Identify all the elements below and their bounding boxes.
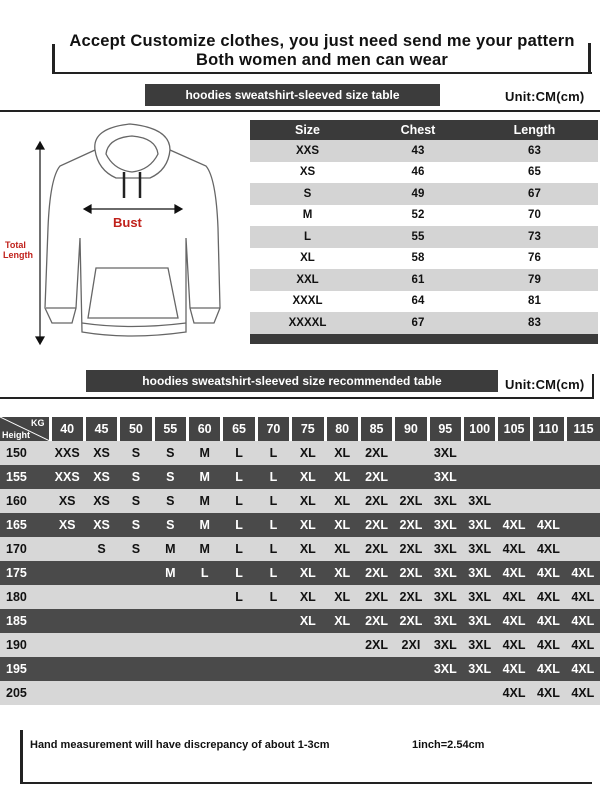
height-cell: 175 xyxy=(0,561,50,585)
chest-cell: 46 xyxy=(365,162,471,184)
recommended-size-cell: L xyxy=(256,537,290,561)
height-row xyxy=(0,561,600,585)
recommended-size-cell: XS xyxy=(84,441,118,465)
recommended-size-cell: 4XL xyxy=(566,657,600,681)
recommended-size-cell: XL xyxy=(291,585,325,609)
recommended-size-cell: 4XL xyxy=(566,633,600,657)
height-label: Height xyxy=(2,430,30,440)
recommended-size-cell xyxy=(50,657,84,681)
recommended-size-cell xyxy=(119,681,153,705)
recommended-size-cell: L xyxy=(256,561,290,585)
height-row xyxy=(0,537,600,561)
size-row xyxy=(250,183,598,205)
recommended-size-cell: 3XL xyxy=(428,513,462,537)
recommended-size-cell: 4XL xyxy=(531,561,565,585)
recommended-size-cell xyxy=(531,441,565,465)
recommended-size-cell: 3XL xyxy=(428,633,462,657)
footer-bar-cell xyxy=(365,334,471,344)
size-table xyxy=(250,120,598,344)
footer-bar-cell xyxy=(471,334,598,344)
recommended-size-cell: XL xyxy=(325,585,359,609)
recommended-size-cell xyxy=(463,681,497,705)
recommended-size-cell: 3XL xyxy=(428,585,462,609)
recommended-size-cell xyxy=(50,633,84,657)
recommended-size-cell: 2XL xyxy=(359,489,393,513)
height-row xyxy=(0,633,600,657)
size-table-header-row xyxy=(250,120,598,140)
chest-cell: 55 xyxy=(365,226,471,248)
recommended-size-cell xyxy=(50,537,84,561)
recommended-size-cell xyxy=(463,441,497,465)
recommended-size-cell: 3XL xyxy=(463,585,497,609)
recommended-size-cell: L xyxy=(256,489,290,513)
kg-label: KG xyxy=(31,418,45,428)
recommended-size-cell: XL xyxy=(325,441,359,465)
recommended-size-cell: XL xyxy=(325,513,359,537)
recommended-size-cell xyxy=(222,681,256,705)
recommended-size-cell xyxy=(188,681,222,705)
size-row xyxy=(250,226,598,248)
recommended-size-cell xyxy=(84,681,118,705)
recommended-size-cell xyxy=(119,657,153,681)
recommended-size-cell: XL xyxy=(291,561,325,585)
chest-cell: 64 xyxy=(365,291,471,313)
recommended-size-cell xyxy=(394,441,428,465)
weight-header-cell: 80 xyxy=(325,417,359,441)
recommended-size-cell xyxy=(153,681,187,705)
recommended-size-cell: 2XL xyxy=(359,441,393,465)
recommended-size-cell xyxy=(325,657,359,681)
recommended-size-cell: XXS xyxy=(50,441,84,465)
recommended-size-cell: S xyxy=(119,489,153,513)
recommended-size-cell: 3XL xyxy=(428,609,462,633)
recommended-size-cell: XL xyxy=(291,489,325,513)
recommended-size-cell xyxy=(84,561,118,585)
recommended-size-cell xyxy=(256,657,290,681)
length-cell: 83 xyxy=(471,312,598,334)
recommended-size-cell: 3XL xyxy=(428,537,462,561)
recommended-size-cell xyxy=(188,657,222,681)
recommended-size-cell xyxy=(291,681,325,705)
length-cell: 67 xyxy=(471,183,598,205)
height-cell: 170 xyxy=(0,537,50,561)
recommended-size-cell: 2XL xyxy=(359,585,393,609)
recommended-size-cell: 4XL xyxy=(497,561,531,585)
recommended-size-cell: XXS xyxy=(50,465,84,489)
recommended-size-cell xyxy=(84,609,118,633)
height-cell: 160 xyxy=(0,489,50,513)
total-length-arrow xyxy=(36,142,44,344)
recommended-size-cell: 2XL xyxy=(359,513,393,537)
recommended-size-cell xyxy=(325,681,359,705)
recommended-size-cell xyxy=(394,465,428,489)
recommended-size-cell: 4XL xyxy=(566,561,600,585)
recommended-size-cell: XL xyxy=(325,609,359,633)
length-cell: 79 xyxy=(471,269,598,291)
recommended-size-cell: 3XL xyxy=(463,609,497,633)
size-row xyxy=(250,140,598,162)
recommended-size-cell xyxy=(188,585,222,609)
recommended-size-cell: L xyxy=(256,441,290,465)
recommended-size-cell: 2XL xyxy=(394,585,428,609)
recommended-size-cell: L xyxy=(256,585,290,609)
recommended-size-cell: 4XL xyxy=(531,513,565,537)
recommended-size-cell: XL xyxy=(291,513,325,537)
footer-bracket-left xyxy=(20,730,23,784)
size-row xyxy=(250,162,598,184)
size-row xyxy=(250,205,598,227)
weight-header-cell: 95 xyxy=(428,417,462,441)
weight-header-cell: 40 xyxy=(50,417,84,441)
corner-diagonal xyxy=(0,417,50,441)
recommended-size-cell: 4XL xyxy=(497,633,531,657)
recommended-size-cell xyxy=(50,561,84,585)
recommended-size-cell xyxy=(566,537,600,561)
weight-header-cell: 70 xyxy=(256,417,290,441)
recommended-size-cell: S xyxy=(153,441,187,465)
total-length-label-1: Total xyxy=(5,240,26,250)
length-column-header: Length xyxy=(471,120,598,140)
recommended-size-cell: M xyxy=(188,537,222,561)
recommended-size-cell: XL xyxy=(291,465,325,489)
header-bracket-left xyxy=(52,44,55,74)
recommended-size-cell: 4XL xyxy=(531,633,565,657)
recommended-size-cell: 3XL xyxy=(463,537,497,561)
recommended-size-cell: 4XL xyxy=(497,609,531,633)
header-line-1: Accept Customize clothes, you just need send me your pattern xyxy=(69,32,575,50)
recommended-size-cell xyxy=(463,465,497,489)
recommended-size-cell xyxy=(50,681,84,705)
recommended-size-cell xyxy=(119,633,153,657)
footer-bar-cell xyxy=(250,334,365,344)
height-cell: 205 xyxy=(0,681,50,705)
recommended-size-cell: S xyxy=(119,465,153,489)
height-row xyxy=(0,513,600,537)
recommended-size-cell: M xyxy=(188,513,222,537)
recommended-size-cell: 4XL xyxy=(566,585,600,609)
height-cell: 165 xyxy=(0,513,50,537)
recommended-size-cell: 4XL xyxy=(531,657,565,681)
recommended-size-cell: S xyxy=(119,441,153,465)
recommended-size-cell: XL xyxy=(291,441,325,465)
recommended-size-cell: XL xyxy=(325,537,359,561)
height-cell: 195 xyxy=(0,657,50,681)
recommended-size-cell xyxy=(566,489,600,513)
weight-header-cell: 105 xyxy=(497,417,531,441)
recommended-size-cell xyxy=(566,465,600,489)
recommended-size-cell xyxy=(566,513,600,537)
section-divider xyxy=(0,110,600,112)
recommended-size-cell xyxy=(84,657,118,681)
recommended-size-cell: S xyxy=(153,513,187,537)
recommended-size-cell: L xyxy=(256,513,290,537)
recommended-size-cell xyxy=(394,681,428,705)
weight-header-cell: 55 xyxy=(153,417,187,441)
size-cell: S xyxy=(250,183,365,205)
size-row xyxy=(250,248,598,270)
length-cell: 65 xyxy=(471,162,598,184)
recommended-size-cell: 4XL xyxy=(497,537,531,561)
recommended-size-cell: 2XL xyxy=(394,537,428,561)
height-row xyxy=(0,441,600,465)
weight-header-cell: 60 xyxy=(188,417,222,441)
height-row xyxy=(0,585,600,609)
recommended-size-cell: XS xyxy=(50,513,84,537)
recommended-size-cell: S xyxy=(119,513,153,537)
length-cell: 81 xyxy=(471,291,598,313)
total-length-label-2: Length xyxy=(3,250,33,260)
recommended-size-cell: 2XL xyxy=(359,561,393,585)
height-row xyxy=(0,489,600,513)
recommended-size-cell xyxy=(497,441,531,465)
recommended-size-cell: M xyxy=(188,489,222,513)
recommended-size-cell: XL xyxy=(291,609,325,633)
size-cell: XXXL xyxy=(250,291,365,313)
recommended-size-cell: 2XL xyxy=(394,609,428,633)
recommended-size-cell: S xyxy=(84,537,118,561)
size-table-unit: Unit:CM(cm) xyxy=(505,89,585,104)
recommended-size-cell: L xyxy=(222,561,256,585)
recommended-size-cell: 3XL xyxy=(428,441,462,465)
recommended-size-cell: 4XL xyxy=(497,657,531,681)
weight-header-cell: 65 xyxy=(222,417,256,441)
recommended-size-cell: S xyxy=(153,489,187,513)
recommended-size-cell: 4XL xyxy=(497,681,531,705)
recommended-size-cell: 3XL xyxy=(463,513,497,537)
kg-height-corner xyxy=(0,417,50,441)
recommended-size-cell: L xyxy=(222,441,256,465)
recommended-size-cell xyxy=(119,561,153,585)
recommend-table xyxy=(0,417,600,705)
length-cell: 73 xyxy=(471,226,598,248)
recommended-size-cell xyxy=(256,609,290,633)
height-cell: 190 xyxy=(0,633,50,657)
recommended-size-cell: 4XL xyxy=(497,585,531,609)
height-row xyxy=(0,465,600,489)
bust-arrow xyxy=(84,205,182,213)
recommended-size-cell: 3XL xyxy=(463,657,497,681)
recommended-size-cell xyxy=(84,633,118,657)
recommended-size-cell: XS xyxy=(84,489,118,513)
recommended-size-cell xyxy=(153,657,187,681)
footer-bracket-bottom xyxy=(20,782,592,784)
recommended-size-cell: XL xyxy=(325,465,359,489)
recommended-size-cell: 4XL xyxy=(531,585,565,609)
recommended-size-cell: M xyxy=(153,561,187,585)
recommended-size-cell xyxy=(497,489,531,513)
size-cell: XS xyxy=(250,162,365,184)
recommended-size-cell xyxy=(222,657,256,681)
recommended-size-cell: S xyxy=(153,465,187,489)
recommended-size-cell: XS xyxy=(84,513,118,537)
recommended-size-cell xyxy=(153,585,187,609)
weight-header-cell: 45 xyxy=(84,417,118,441)
measurement-note: Hand measurement will have discrepancy of about 1-3cm xyxy=(30,739,330,751)
recommended-size-cell xyxy=(84,585,118,609)
recommended-size-cell: L xyxy=(222,585,256,609)
recommended-size-cell: L xyxy=(222,489,256,513)
weight-header-cell: 85 xyxy=(359,417,393,441)
recommended-size-cell xyxy=(256,633,290,657)
chest-cell: 61 xyxy=(365,269,471,291)
recommended-size-cell: 3XL xyxy=(463,561,497,585)
recommended-size-cell: 2XL xyxy=(359,633,393,657)
section-divider-2 xyxy=(0,397,594,399)
recommended-size-cell: 2XL xyxy=(359,609,393,633)
size-row xyxy=(250,291,598,313)
recommended-size-cell: 4XL xyxy=(531,537,565,561)
recommended-size-cell: XL xyxy=(291,537,325,561)
recommended-size-cell xyxy=(153,633,187,657)
inch-conversion: 1inch=2.54cm xyxy=(412,739,485,751)
chest-cell: 52 xyxy=(365,205,471,227)
header-bracket-bottom xyxy=(52,72,592,74)
recommended-size-cell: XS xyxy=(84,465,118,489)
recommended-size-cell xyxy=(531,465,565,489)
recommended-size-cell: 3XL xyxy=(428,561,462,585)
weight-header-cell: 75 xyxy=(291,417,325,441)
recommended-size-cell: M xyxy=(188,465,222,489)
recommended-size-cell xyxy=(566,441,600,465)
chest-cell: 49 xyxy=(365,183,471,205)
recommended-size-cell: 4XL xyxy=(531,681,565,705)
header xyxy=(0,0,600,80)
size-cell: XXXXL xyxy=(250,312,365,334)
recommended-size-cell: 4XL xyxy=(566,609,600,633)
recommended-size-cell xyxy=(222,609,256,633)
recommended-size-cell xyxy=(256,681,290,705)
chest-cell: 43 xyxy=(365,140,471,162)
size-table-footer-bar xyxy=(250,334,598,344)
recommended-size-cell: M xyxy=(188,441,222,465)
height-row xyxy=(0,681,600,705)
recommended-size-cell xyxy=(325,633,359,657)
recommended-size-cell xyxy=(359,657,393,681)
weight-header-row xyxy=(0,417,600,441)
recommended-size-cell xyxy=(50,585,84,609)
chest-cell: 58 xyxy=(365,248,471,270)
recommended-size-cell xyxy=(188,633,222,657)
recommended-size-cell: 2XL xyxy=(359,537,393,561)
recommended-size-cell xyxy=(291,657,325,681)
length-cell: 76 xyxy=(471,248,598,270)
recommended-size-cell xyxy=(119,585,153,609)
recommended-size-cell xyxy=(428,681,462,705)
height-cell: 155 xyxy=(0,465,50,489)
recommended-size-cell: L xyxy=(222,513,256,537)
recommended-size-cell: 2XL xyxy=(394,489,428,513)
size-row xyxy=(250,269,598,291)
recommend-table-title: hoodies sweatshirt-sleeved size recommended table xyxy=(86,370,498,392)
height-row xyxy=(0,609,600,633)
hoodie-diagram xyxy=(0,118,240,348)
recommended-size-cell: 3XL xyxy=(428,657,462,681)
height-cell: 180 xyxy=(0,585,50,609)
weight-header-cell: 110 xyxy=(531,417,565,441)
size-cell: XXS xyxy=(250,140,365,162)
recommended-size-cell: 3XL xyxy=(428,489,462,513)
header-text xyxy=(52,32,592,70)
size-column-header: Size xyxy=(250,120,365,140)
size-cell: XXL xyxy=(250,269,365,291)
recommended-size-cell: 4XL xyxy=(497,513,531,537)
recommended-size-cell: L xyxy=(222,537,256,561)
weight-header-cell: 100 xyxy=(463,417,497,441)
recommended-size-cell: 4XL xyxy=(566,681,600,705)
recommended-size-cell xyxy=(359,681,393,705)
recommended-size-cell: S xyxy=(119,537,153,561)
recommended-size-cell: 3XL xyxy=(463,489,497,513)
recommended-size-cell xyxy=(497,465,531,489)
size-cell: L xyxy=(250,226,365,248)
size-cell: M xyxy=(250,205,365,227)
size-cell: XL xyxy=(250,248,365,270)
length-cell: 70 xyxy=(471,205,598,227)
recommended-size-cell: XL xyxy=(325,489,359,513)
recommended-size-cell: 2XL xyxy=(359,465,393,489)
length-cell: 63 xyxy=(471,140,598,162)
bust-label: Bust xyxy=(113,215,142,230)
recommended-size-cell xyxy=(291,633,325,657)
recommended-size-cell: XS xyxy=(50,489,84,513)
recommended-size-cell xyxy=(188,609,222,633)
recommended-size-cell: 4XL xyxy=(531,609,565,633)
size-row xyxy=(250,312,598,334)
recommended-size-cell: 3XL xyxy=(428,465,462,489)
chest-column-header: Chest xyxy=(365,120,471,140)
recommended-size-cell xyxy=(222,633,256,657)
size-table-title: hoodies sweatshirt-sleeved size table xyxy=(145,84,440,106)
recommended-size-cell: L xyxy=(256,465,290,489)
recommended-size-cell xyxy=(50,609,84,633)
recommended-size-cell: 2XL xyxy=(394,561,428,585)
header-line-2: Both women and men can wear xyxy=(195,51,449,69)
recommended-size-cell: M xyxy=(153,537,187,561)
weight-header-cell: 115 xyxy=(566,417,600,441)
height-cell: 150 xyxy=(0,441,50,465)
recommended-size-cell: XL xyxy=(325,561,359,585)
height-cell: 185 xyxy=(0,609,50,633)
recommended-size-cell: L xyxy=(188,561,222,585)
recommended-size-cell xyxy=(119,609,153,633)
recommended-size-cell: 3XL xyxy=(463,633,497,657)
recommend-table-unit: Unit:CM(cm) xyxy=(505,377,585,392)
footer xyxy=(20,730,592,784)
section-divider-2-end xyxy=(592,374,594,399)
recommended-size-cell xyxy=(394,657,428,681)
weight-header-cell: 90 xyxy=(394,417,428,441)
chest-cell: 67 xyxy=(365,312,471,334)
recommended-size-cell xyxy=(531,489,565,513)
recommended-size-cell xyxy=(153,609,187,633)
height-row xyxy=(0,657,600,681)
header-bracket-right xyxy=(588,43,591,74)
recommended-size-cell: 2XI xyxy=(394,633,428,657)
recommended-size-cell: 2XL xyxy=(394,513,428,537)
recommended-size-cell: L xyxy=(222,465,256,489)
weight-header-cell: 50 xyxy=(119,417,153,441)
